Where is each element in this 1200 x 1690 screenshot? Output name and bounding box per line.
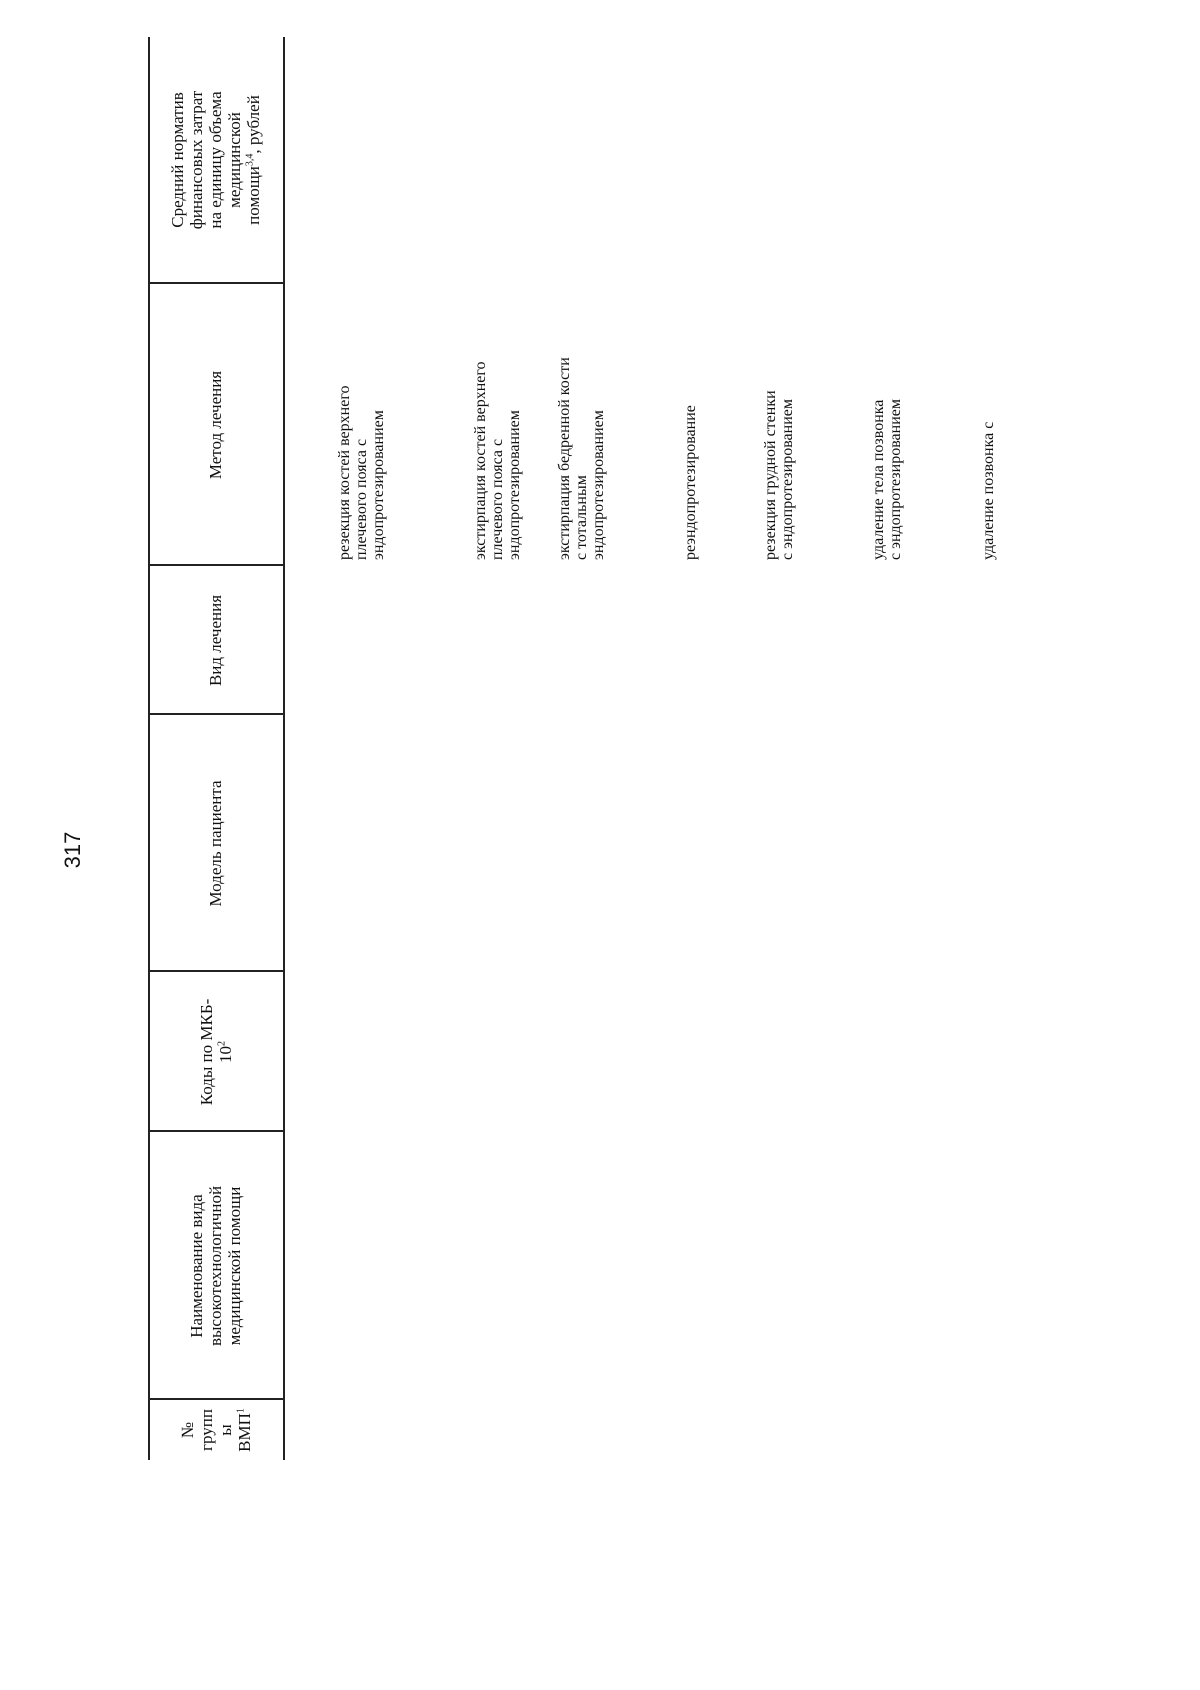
method-item: резекция грудной стенки с эндопротезированием bbox=[762, 390, 796, 560]
header-treatment-kind: Вид лечения bbox=[206, 594, 225, 687]
header-icd-codes: Коды по МКБ- $10^2$ bbox=[196, 998, 235, 1106]
col-sep-1 bbox=[148, 1399, 283, 1401]
method-item: экстирпация костей верхнего плечевого пояса с эндопротезированием bbox=[472, 361, 523, 560]
col-sep-3 bbox=[148, 971, 283, 973]
col-sep-5 bbox=[148, 565, 283, 567]
header-vmp-name: Наименование вида высокотехнологичной медицинской помощи bbox=[187, 1185, 244, 1347]
method-item: удаление позвонка с bbox=[980, 421, 997, 560]
col-sep-6 bbox=[148, 283, 283, 285]
method-item: реэндопротезирование bbox=[682, 405, 699, 560]
page-number: 317 bbox=[60, 831, 85, 869]
header-patient-model: Модель пациента bbox=[206, 780, 225, 907]
header-group-number: № групп ы ВМП$^1$ bbox=[177, 1408, 254, 1452]
table-header-bottom-rule bbox=[283, 37, 285, 1460]
col-sep-2 bbox=[148, 1131, 283, 1133]
header-average-cost: Средний норматив финансовых затрат на единицу объема медицинской помощи$^{3,4}$, рублей bbox=[168, 90, 263, 230]
col-sep-4 bbox=[148, 714, 283, 716]
method-item: удаление тела позвонка с эндопротезированием bbox=[870, 399, 904, 560]
method-item: экстирпация бедренной кости с тотальным эндопротезированием bbox=[556, 357, 607, 560]
method-item: резекция костей верхнего плечевого пояса с эндопротезированием bbox=[336, 385, 387, 560]
header-treatment-method: Метод лечения bbox=[206, 370, 225, 480]
